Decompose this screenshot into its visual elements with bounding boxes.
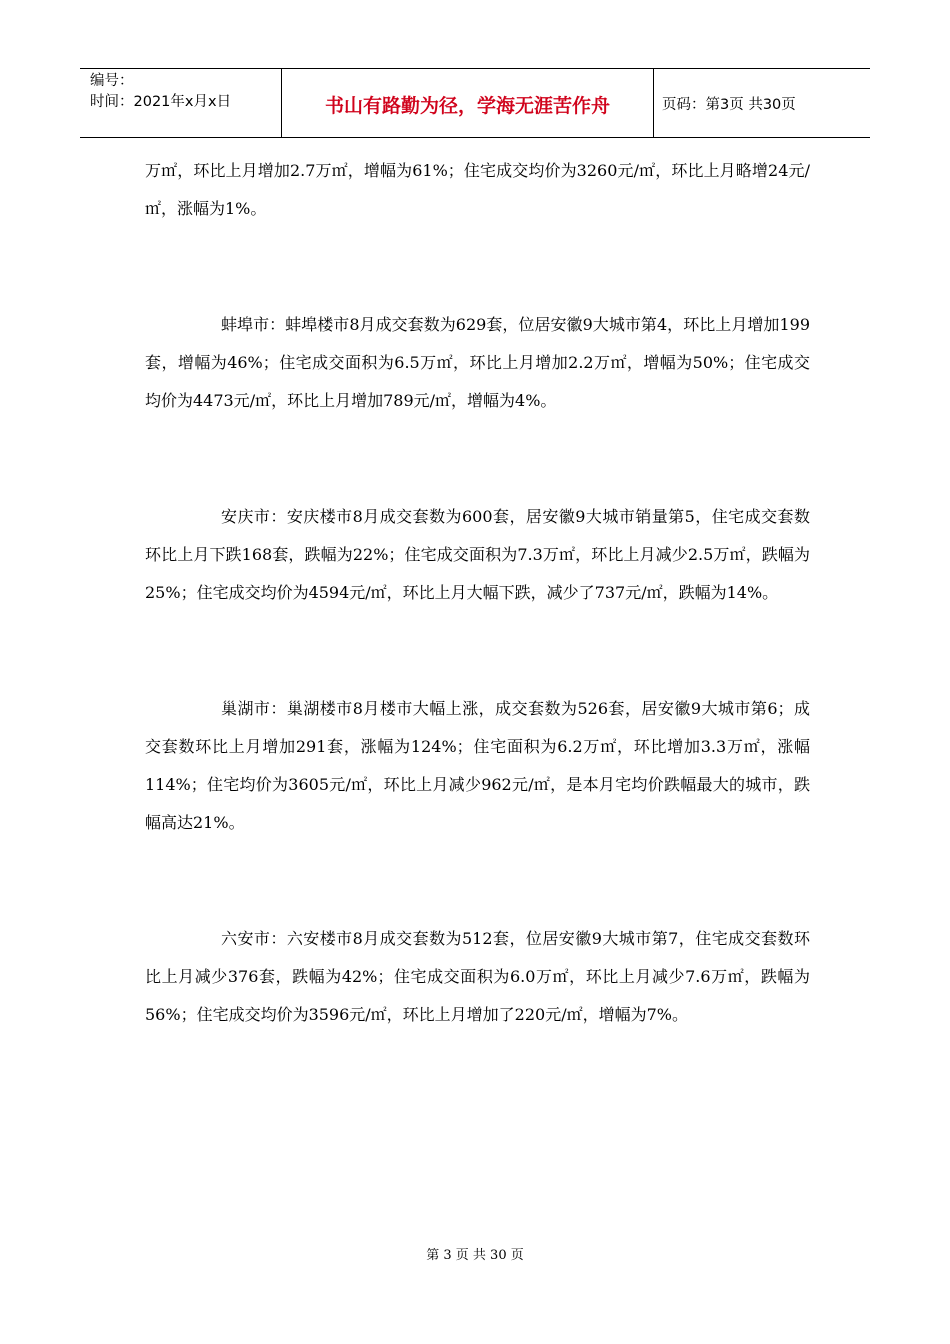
- page-footer: 第 3 页 共 30 页: [426, 1248, 524, 1263]
- document-time-label: 时间：2021年x月x日: [90, 94, 232, 110]
- header-page-info: 页码：第3页 共30页: [662, 96, 796, 113]
- header-meta: [80, 69, 282, 137]
- document-body: [145, 152, 810, 1034]
- paragraph-continuation: 万㎡，环比上月增加2.7万㎡，增幅为61%；住宅成交均价为3260元/㎡，环比上月略增24元/㎡，涨幅为1%。: [145, 161, 810, 218]
- paragraph-chaohu: 巢湖市：巢湖楼市8月楼市大幅上涨，成交套数为526套，居安徽9大城市第6；成交套数环比上月增加291套，涨幅为124%；住宅面积为6.2万㎡，环比增加3.3万㎡，涨幅114%；住宅均价为3605元/㎡，环比上月减少962元/㎡，是本月宅均价跌幅最大的城市，跌幅高达21%。: [145, 699, 810, 832]
- paragraph-luan: 六安市：六安楼市8月成交套数为512套，位居安徽9大城市第7，住宅成交套数环比上月减少376套，跌幅为42%；住宅成交面积为6.0万㎡，环比上月减少7.6万㎡，跌幅为56%；住宅成交均价为3596元/㎡，环比上月增加了220元/㎡，增幅为7%。: [145, 929, 810, 1024]
- header-motto: 书山有路勤为径，学海无涯苦作舟: [282, 69, 654, 137]
- paragraph-bengbu: 蚌埠市：蚌埠楼市8月成交套数为629套，位居安徽9大城市第4，环比上月增加199套，增幅为46%；住宅成交面积为6.5万㎡，环比上月增加2.2万㎡，增幅为50%；住宅成交均价为4473元/㎡，环比上月增加789元/㎡，增幅为4%。: [145, 315, 810, 410]
- paragraph-anqing: 安庆市：安庆楼市8月成交套数为600套，居安徽9大城市销量第5，住宅成交套数环比上月下跌168套，跌幅为22%；住宅成交面积为7.3万㎡，环比上月减少2.5万㎡，跌幅为25%；住宅成交均价为4594元/㎡，环比上月大幅下跌，减少了737元/㎡，跌幅为14%。: [145, 507, 810, 602]
- document-number-label: 编号：: [90, 73, 134, 89]
- page-header: [80, 68, 870, 138]
